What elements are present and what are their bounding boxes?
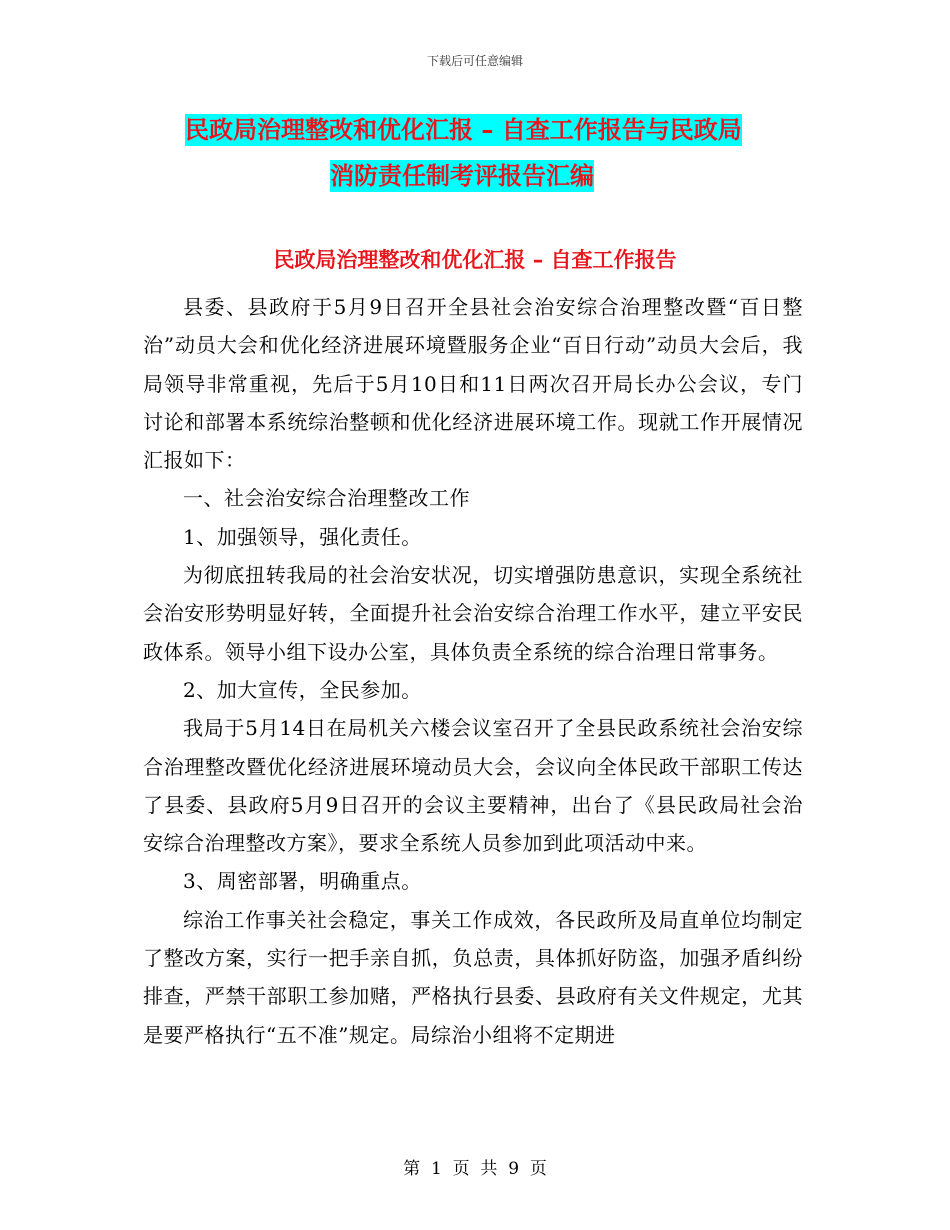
paragraph: 我局于5月14日在局机关六楼会议室召开了全县民政系统社会治安综合治理整改暨优化经济进展环境动员大会，会议向全体民政干部职工传达了县委、县政府5月9日召开的会议主要精神，出台了《县民政局社会治安综合治理整改方案》，要求全系统人员参加到此项活动中来。 bbox=[143, 716, 803, 856]
title-line-1-text: 民政局治理整改和优化汇报 – 自查工作报告与民政局 bbox=[185, 116, 742, 144]
subsection-heading: 2、加大宣传，全民参加。 bbox=[183, 677, 422, 702]
page-number-footer: 第 1 页 共 9 页 bbox=[403, 1159, 547, 1179]
title-line-2-text: 消防责任制考评报告汇编 bbox=[330, 162, 594, 190]
document-title-line-1 bbox=[185, 108, 815, 152]
paragraph: 县委、县政府于5月9日召开全县社会治安综合治理整改暨“百日整治”动员大会和优化经济进展环境暨服务企业“百日行动”动员大会后，我局领导非常重视，先后于5月10日和11日两次召开局长办公会议，专门讨论和部署本系统综治整顿和优化经济进展环境工作。现就工作开展情况汇报如下： bbox=[143, 295, 803, 473]
section-heading: 一、社会治安综合治理整改工作 bbox=[183, 486, 470, 511]
paragraph: 为彻底扭转我局的社会治安状况，切实增强防患意识，实现全系统社会治安形势明显好转，全面提升社会治安综合治理工作水平，建立平安民政体系。领导小组下设办公室，具体负责全系统的综合治理日常事务。 bbox=[143, 563, 803, 664]
document-title-line-2 bbox=[330, 154, 630, 198]
subsection-heading: 3、周密部署，明确重点。 bbox=[183, 869, 422, 894]
paragraph: 综治工作事关社会稳定，事关工作成效，各民政所及局直单位均制定了整改方案，实行一把手亲自抓，负总责，具体抓好防盗，加强矛盾纠纷排查，严禁干部职工参加赌，严格执行县委、县政府有关文件规定，尤其是要严格执行“五不准”规定。局综治小组将不定期进 bbox=[143, 907, 803, 1047]
section-title: 民政局治理整改和优化汇报 – 自查工作报告 bbox=[273, 248, 677, 272]
subsection-heading: 1、加强领导，强化责任。 bbox=[183, 524, 422, 549]
page-header-note: 下载后可任意编辑 bbox=[426, 54, 523, 68]
document-body bbox=[143, 288, 803, 1054]
